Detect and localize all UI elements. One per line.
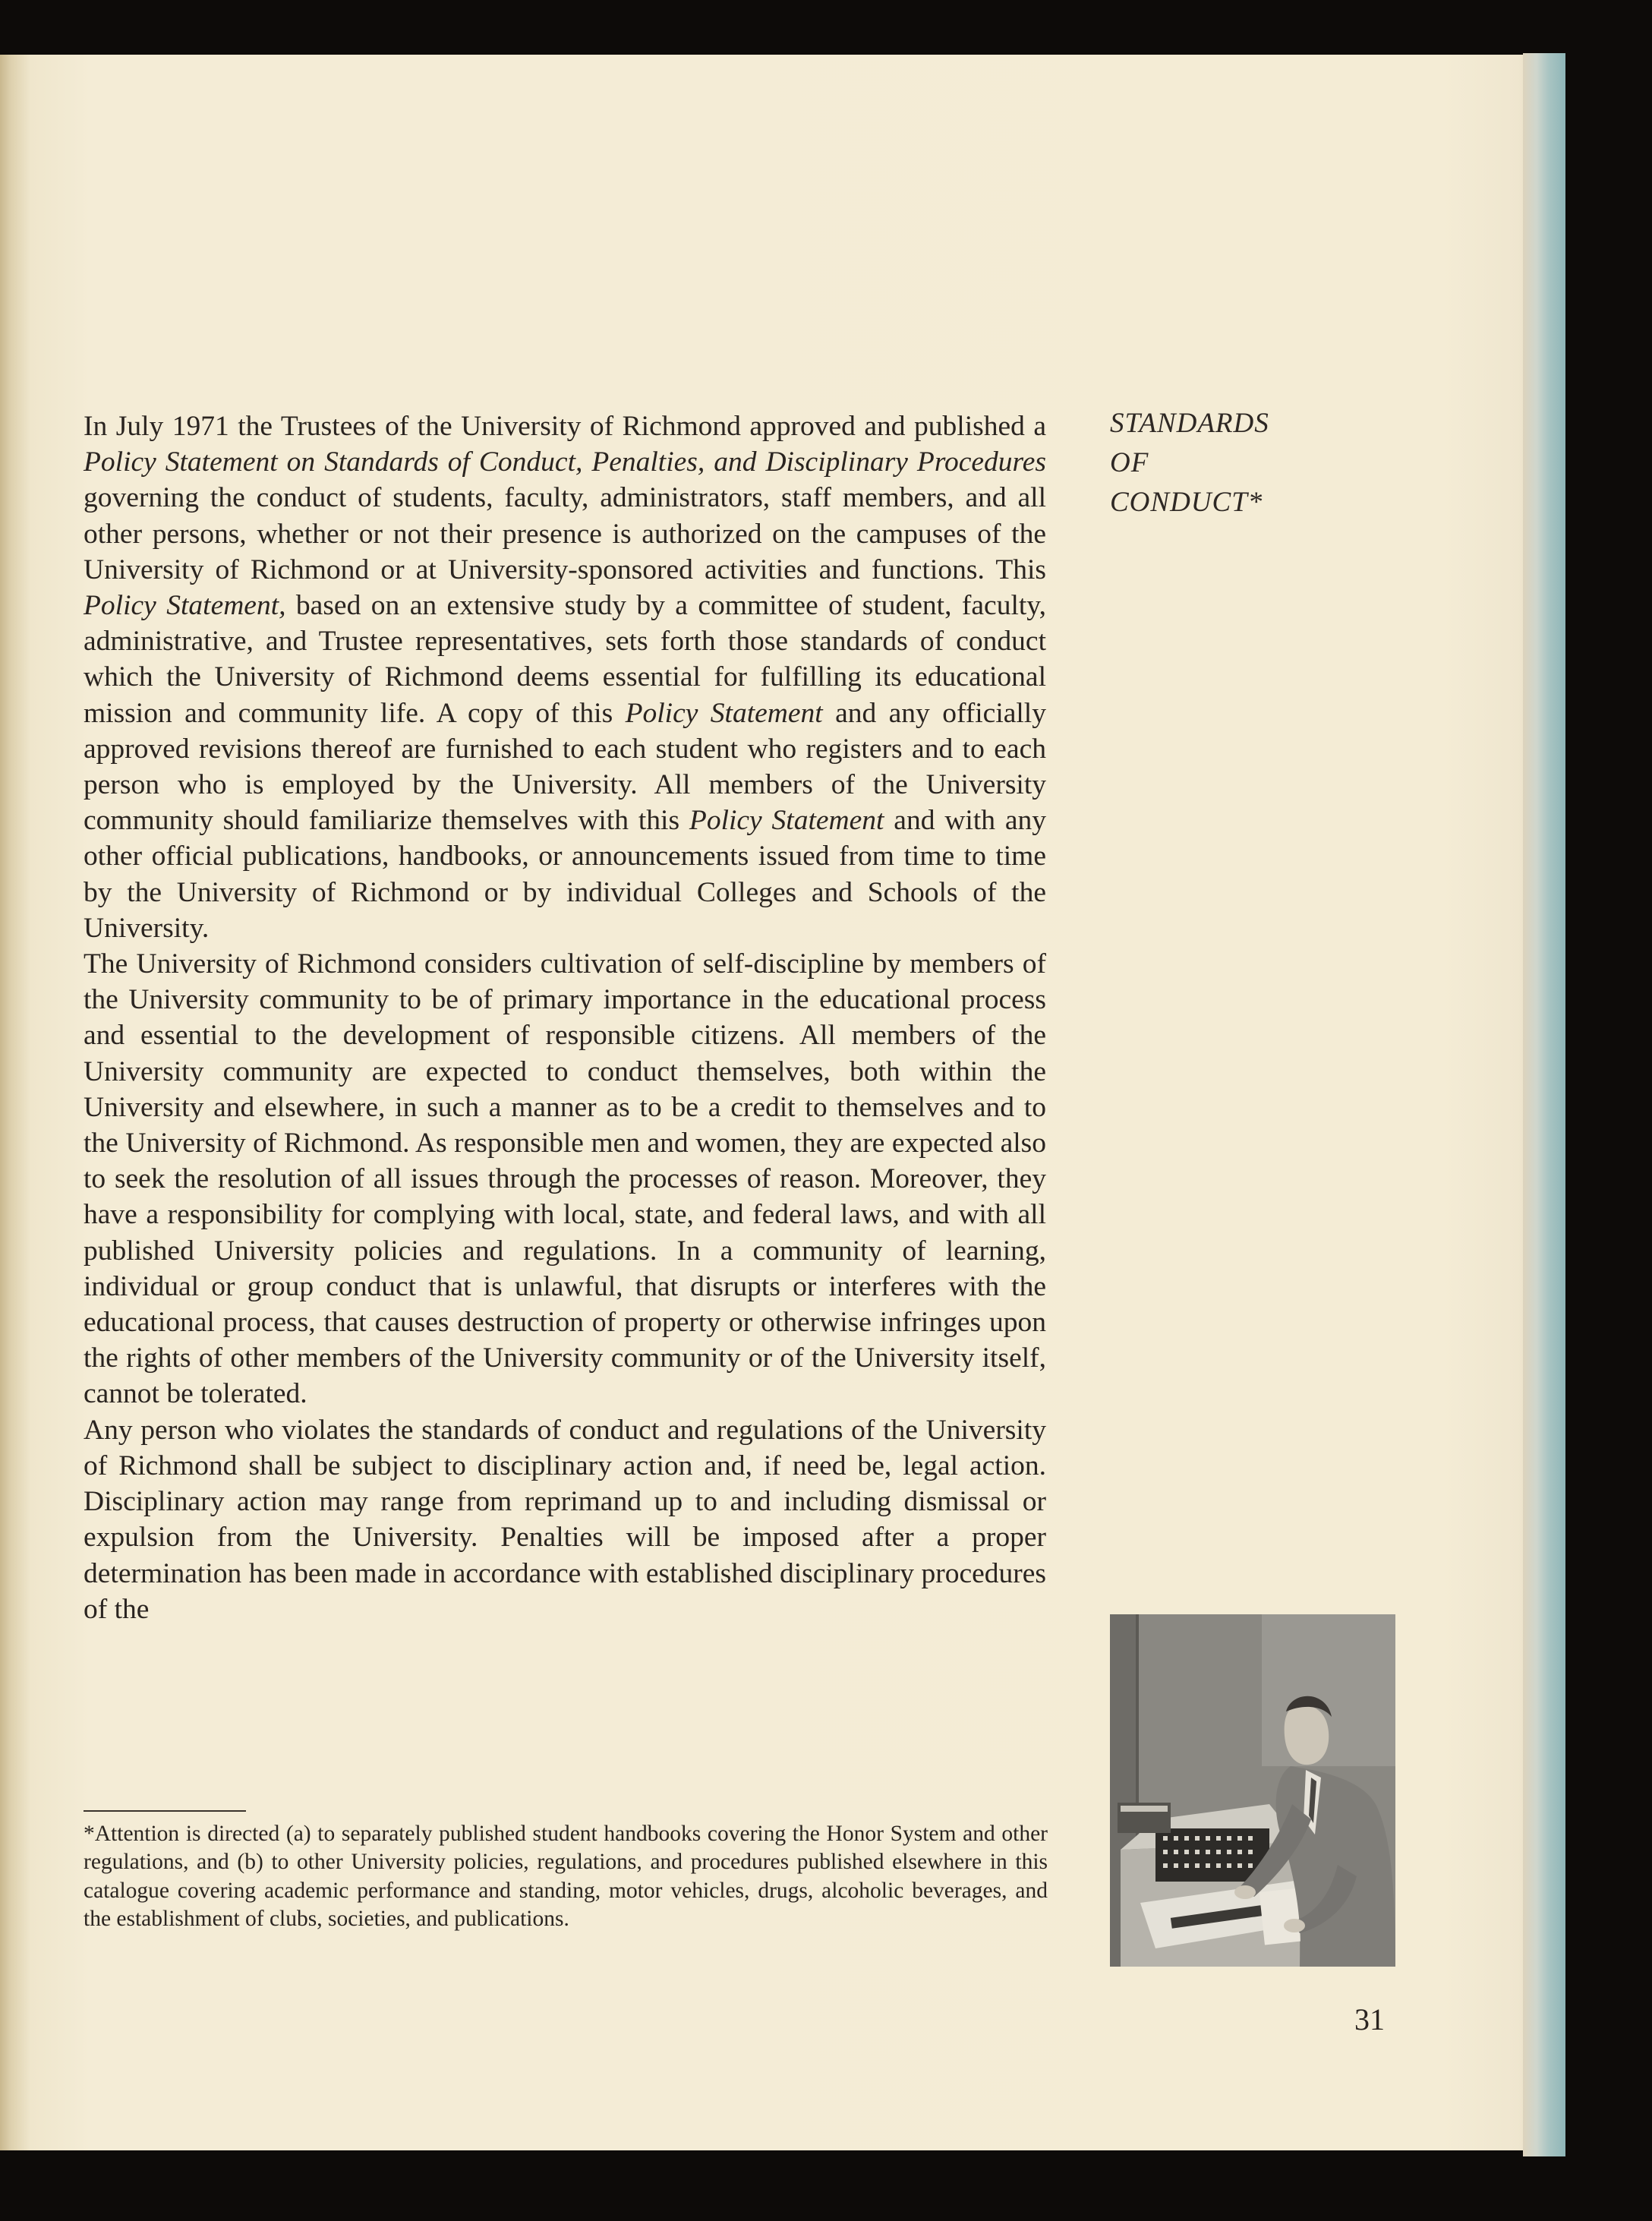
paragraph-1 — [84, 409, 1046, 946]
paragraph-1-text-e: and with any other official publications, handbooks, or announcements issued from time to time by the University of Richmond or by individual Colleges and Schools of the University. — [84, 805, 1046, 944]
heading-line-2: OF — [1110, 447, 1149, 478]
photo-man-at-computer-console — [1110, 1614, 1395, 1967]
policy-statement-ref-1: Policy Statement, — [84, 590, 286, 622]
footnote: *Attention is directed (a) to separately published student handbooks covering the Honor System and other regulations, and (b) to other University policies, regulations, and procedures published elsewhere in this catalogue covering academic performance and standing, motor vehicles, drugs, alcoholic beverages, and the establishment of clubs, societies, and publications. — [84, 1822, 1048, 1931]
paragraph-1-text-a: In July 1971 the Trustees of the University of Richmond approved and published a — [84, 411, 1046, 442]
heading-line-3: CONDUCT* — [1110, 487, 1263, 518]
photo-illustration — [1110, 1614, 1395, 1967]
paragraph-1-text-d: and any officially approved revisions thereof are furnished to each student who registers and to each person who is employed by the University. All members of the University community should familiarize themselves with this — [84, 697, 1046, 837]
paragraph-1-text-c: based on an extensive study by a committee of student, faculty, administrative, and Trustee representatives, sets forth those standards of conduct which the University of Richmond deems essential for fulfilling its educational mission and community life. A copy of this — [84, 590, 1046, 729]
policy-statement-ref-3: Policy Statement — [689, 805, 884, 837]
paragraph-3: Any person who violates the standards of conduct and regulations of the University of Richmond shall be subject to disciplinary action and, if need be, legal action. Disciplinary action may range from reprimand up to and including dismissal or expulsion from the University. Penalties will be imposed after a proper determination has been made in accordance with established disciplinary procedures of the — [84, 1414, 1046, 1625]
footnote-rule — [84, 1810, 246, 1812]
heading-line-1: STANDARDS — [1110, 408, 1269, 439]
policy-title: Policy Statement on Standards of Conduct, Penalties, and Disciplinary Procedures — [84, 446, 1046, 478]
paragraph-2: The University of Richmond considers cultivation of self-discipline by members of the University community to be of primary importance in the educational process and essential to the development of responsible citizens. All members of the University community are expected to conduct themselves, both within the University and elsewhere, in such a manner as to be a credit to themselves and to the University of Richmond. As responsible men and women, they are expected also to seek the resolution of all issues through the processes of reason. Moreover, they have a responsibility for complying with local, state, and federal laws, and with all published University policies and regulations. In a community of learning, individual or group conduct that is unlawful, that disrupts or interferes with the educational process, that causes destruction of property or otherwise infringes upon the rights of other members of the University community or of the University itself, cannot be tolerated. — [84, 948, 1046, 1410]
policy-statement-ref-2: Policy Statement — [625, 697, 823, 729]
section-heading — [1110, 404, 1338, 522]
body-text — [84, 409, 1046, 1627]
paragraph-1-text-b: governing the conduct of students, faculty, administrators, staff members, and all other persons, whether or not their presence is authorized on the campuses of the University of Richmond or at University-sponsored activities and functions. This — [84, 482, 1046, 585]
page-number: 31 — [1354, 2002, 1385, 2036]
page-edge — [1523, 53, 1565, 2156]
